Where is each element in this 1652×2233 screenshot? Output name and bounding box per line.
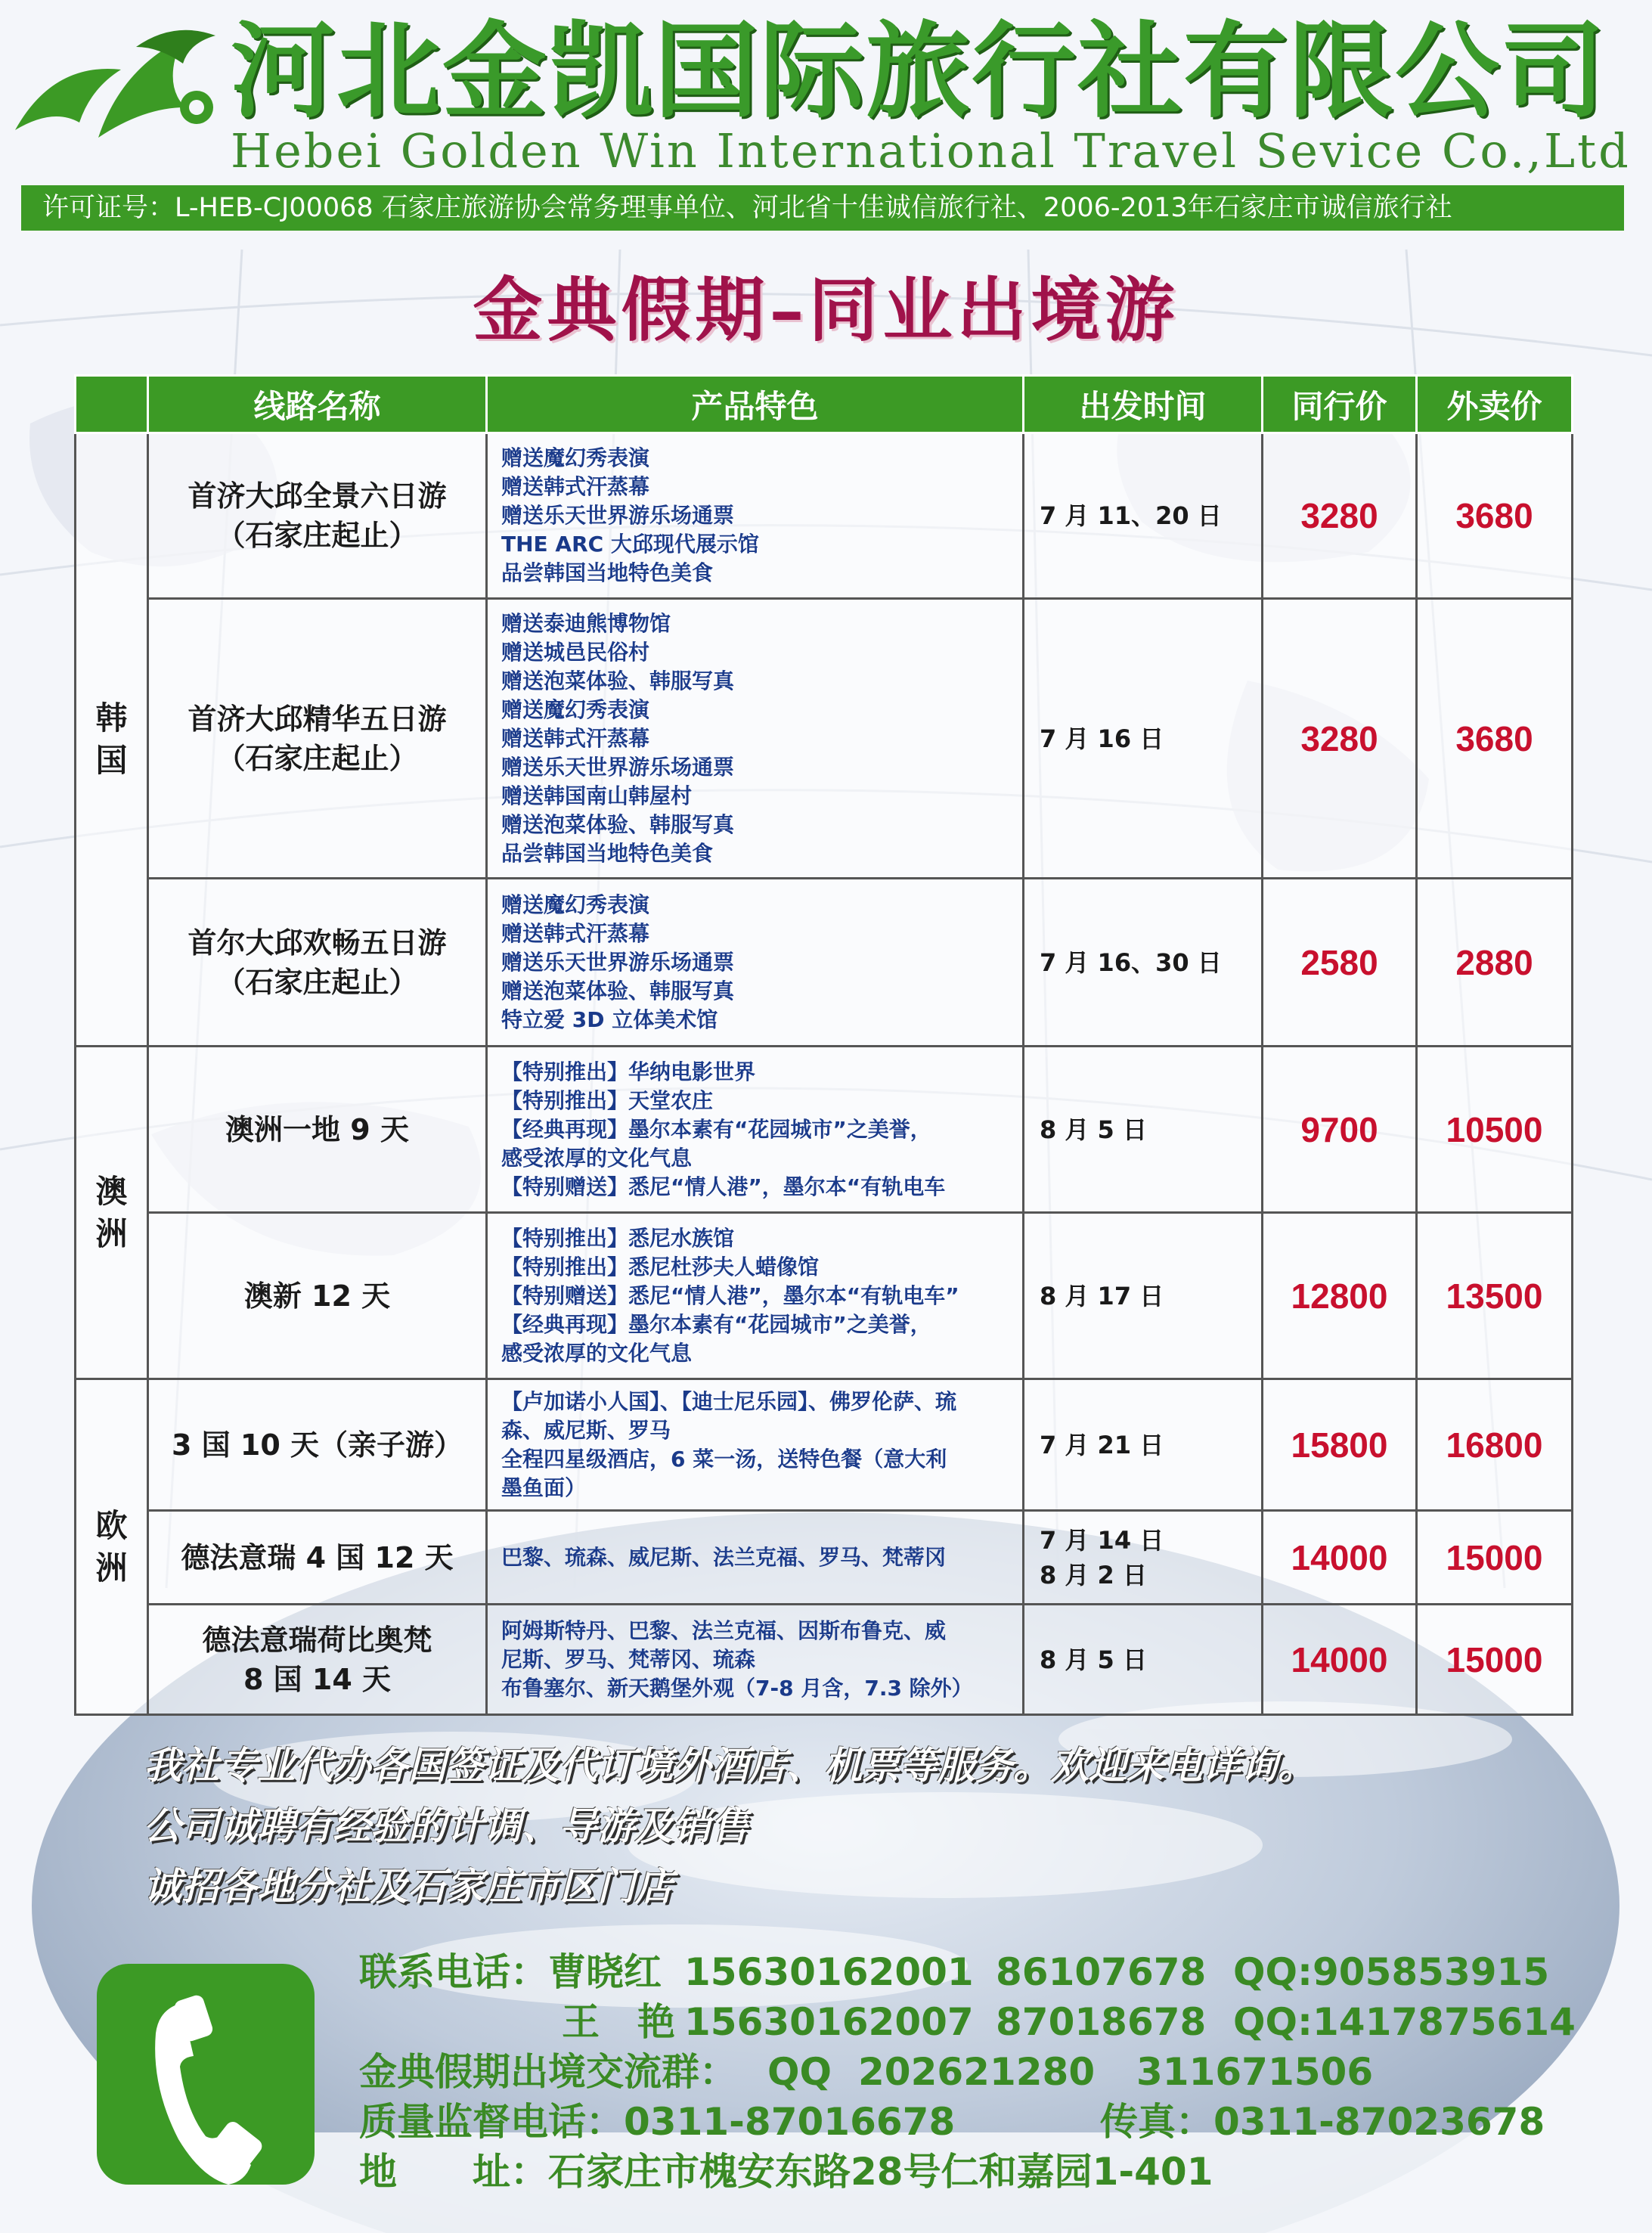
notice-visa-service: 我社专业代办各国签证及代订境外酒店、机票等服务。欢迎来电详询。	[144, 1744, 1316, 1788]
retail-price: 15000	[1417, 1511, 1573, 1605]
feature-line: 感受浓厚的文化气息	[501, 1340, 693, 1366]
table-row	[76, 1379, 1573, 1511]
retail-price: 15000	[1417, 1605, 1573, 1715]
route-name-cell	[148, 599, 487, 879]
header-departure: 出发时间	[1024, 376, 1263, 433]
region-name-char: 洲	[95, 1214, 128, 1252]
feature-line: 阿姆斯特丹、巴黎、法兰克福、因斯布鲁克、威	[501, 1617, 947, 1643]
features-cell	[487, 1213, 1024, 1379]
qq-group-label: 金典假期出境交流群：	[359, 2050, 737, 2094]
features-cell	[487, 433, 1024, 599]
route-name-cell	[148, 1047, 487, 1213]
features-cell	[487, 1605, 1024, 1715]
route-name-cell	[148, 1213, 487, 1379]
route-name-line: （石家庄起止）	[216, 741, 418, 775]
peer-price: 14000	[1263, 1511, 1417, 1605]
qq-1[interactable]: QQ:905853915	[1233, 1950, 1550, 1994]
route-name-cell	[148, 1605, 487, 1715]
feature-line: 赠送泡菜体验、韩服写真	[501, 668, 735, 693]
mobile-1[interactable]: 15630162001	[684, 1950, 974, 1994]
route-name-line: 首济大邱全景六日游	[188, 479, 447, 513]
route-name-line: （石家庄起止）	[216, 519, 418, 552]
feature-line: 赠送魔幻秀表演	[501, 696, 650, 722]
route-name-line: 澳洲一地 9 天	[225, 1112, 409, 1146]
region-name-char: 澳	[95, 1172, 128, 1210]
feature-line: 赠送韩式汗蒸幕	[501, 474, 650, 499]
feature-line: 赠送乐天世界游乐场通票	[501, 949, 735, 975]
departure-date-cell	[1024, 433, 1263, 599]
region-name-char: 欧	[95, 1506, 128, 1544]
region-name-char: 韩	[95, 699, 128, 737]
features-cell	[487, 1047, 1024, 1213]
region-cell	[76, 433, 148, 1047]
feature-line: 品尝韩国当地特色美食	[501, 560, 714, 585]
license-bar: 许可证号：L-HEB-CJ00068 石家庄旅游协会常务理事单位、河北省十佳诚信旅行社、2006-2013年石家庄市诚信旅行社	[21, 185, 1624, 231]
route-name-line: 8 国 14 天	[243, 1662, 391, 1696]
feature-line: 布鲁塞尔、新天鹅堡外观（7-8 月含，7.3 除外）	[501, 1675, 973, 1701]
route-name-line: 德法意瑞 4 国 12 天	[181, 1540, 454, 1574]
header-peer-price: 同行价	[1263, 376, 1417, 433]
departure-date-cell	[1024, 879, 1263, 1047]
qq-group-1[interactable]: 202621280	[858, 2050, 1096, 2094]
table-row	[76, 1605, 1573, 1715]
table-row	[76, 879, 1573, 1047]
feature-line: 【经典再现】墨尔本素有“花园城市”之美誉，	[501, 1311, 931, 1337]
feature-line: 全程四星级酒店，6 菜一汤，送特色餐（意大利	[501, 1446, 947, 1472]
contact-row-2	[359, 1997, 1629, 2047]
peer-price: 9700	[1263, 1047, 1417, 1213]
header-route-name: 线路名称	[148, 376, 487, 433]
departure-date-cell	[1024, 1213, 1263, 1379]
peer-price: 15800	[1263, 1379, 1417, 1511]
notice-franchise: 诚招各地分社及石家庄市区门店	[144, 1865, 673, 1909]
feature-line: 赠送韩式汗蒸幕	[501, 920, 650, 946]
table-header-row	[76, 376, 1573, 433]
page-title: 金典假期–同业出境游	[473, 269, 1179, 351]
notice-hiring: 公司诚聘有经验的计调、导游及销售	[144, 1804, 749, 1848]
tel-1[interactable]: 86107678	[996, 1950, 1207, 1994]
company-name-chinese: 河北金凯国际旅行社有限公司	[231, 11, 1607, 132]
departure-date: 8 月 17 日	[1040, 1281, 1164, 1310]
retail-price: 3680	[1417, 599, 1573, 879]
features-cell	[487, 879, 1024, 1047]
quality-hotline[interactable]: 质量监督电话：0311-87016678	[359, 2100, 956, 2144]
feature-line: 赠送泰迪熊博物馆	[501, 610, 671, 636]
route-name-cell	[148, 433, 487, 599]
qq-group-prefix: QQ	[767, 2050, 832, 2094]
route-name-cell	[148, 1511, 487, 1605]
feature-line: 特立爱 3D 立体美术馆	[501, 1006, 718, 1032]
retail-price: 16800	[1417, 1379, 1573, 1511]
address: 地 址：石家庄市槐安东路28号仁和嘉园1-401	[359, 2150, 1213, 2194]
header-features: 产品特色	[487, 376, 1024, 433]
region-name-char: 国	[95, 742, 128, 779]
contact-name-1: 联系电话：曹晓红	[359, 1950, 662, 1994]
feature-line: 感受浓厚的文化气息	[501, 1145, 693, 1171]
feature-line: 【特别赠送】悉尼“情人港”，墨尔本“有轨电车	[501, 1174, 946, 1199]
departure-date: 8 月 2 日	[1040, 1560, 1147, 1589]
route-name-cell	[148, 879, 487, 1047]
table-row	[76, 1047, 1573, 1213]
departure-date-cell	[1024, 1605, 1263, 1715]
feature-line: 森、威尼斯、罗马	[501, 1417, 671, 1443]
peer-price: 14000	[1263, 1605, 1417, 1715]
departure-date-cell	[1024, 1379, 1263, 1511]
feature-line: THE ARC 大邱现代展示馆	[501, 532, 759, 557]
region-cell	[76, 1379, 148, 1715]
route-name-line: 首尔大邱欢畅五日游	[188, 926, 447, 960]
route-name-line: 3 国 10 天（亲子游）	[171, 1428, 463, 1462]
feature-line: 赠送泡菜体验、韩服写真	[501, 811, 735, 837]
feature-line: 【卢加诺小人国】、【迪士尼乐园】、佛罗伦萨、琉	[501, 1388, 957, 1414]
retail-price: 3680	[1417, 433, 1573, 599]
route-name-cell	[148, 1379, 487, 1511]
feature-line: 赠送韩式汗蒸幕	[501, 725, 650, 751]
departure-date: 7 月 14 日	[1040, 1525, 1164, 1555]
peer-price: 12800	[1263, 1213, 1417, 1379]
contact-block	[359, 1947, 1629, 2197]
contact-row-4	[359, 2097, 1629, 2147]
fax-number[interactable]: 传真：0311-87023678	[1100, 2100, 1545, 2144]
departure-date-cell	[1024, 599, 1263, 879]
feature-line: 【特别赠送】悉尼“情人港”，墨尔本“有轨电车”	[501, 1282, 959, 1308]
retail-price: 2880	[1417, 879, 1573, 1047]
feature-line: 巴黎、琉森、威尼斯、法兰克福、罗马、梵蒂冈	[501, 1544, 947, 1570]
contact-row-3	[359, 2047, 1629, 2097]
region-name-char: 洲	[95, 1549, 128, 1586]
header	[0, 0, 1652, 231]
feature-line: 【特别推出】天堂农庄	[501, 1087, 714, 1113]
header-retail-price: 外卖价	[1417, 376, 1573, 433]
notice-block	[144, 1735, 1580, 1917]
telephone-handset-icon	[97, 1964, 315, 2185]
header-region-cell	[76, 376, 148, 433]
departure-date: 8 月 5 日	[1040, 1115, 1147, 1144]
table-row	[76, 599, 1573, 879]
feature-line: 赠送泡菜体验、韩服写真	[501, 978, 735, 1003]
swirl-leaf-logo-icon	[8, 17, 227, 153]
retail-price: 13500	[1417, 1213, 1573, 1379]
feature-line: 赠送乐天世界游乐场通票	[501, 754, 735, 780]
qq-group-2[interactable]: 311671506	[1136, 2050, 1374, 2094]
table-row	[76, 1213, 1573, 1379]
features-cell	[487, 1511, 1024, 1605]
feature-line: 赠送魔幻秀表演	[501, 445, 650, 470]
mobile-2[interactable]: 15630162007	[684, 2000, 974, 2044]
table-row	[76, 1511, 1573, 1605]
route-name-line: （石家庄起止）	[216, 965, 418, 999]
route-name-line: 德法意瑞荷比奥梵	[202, 1623, 432, 1657]
contact-row-5	[359, 2147, 1629, 2197]
feature-line: 赠送魔幻秀表演	[501, 892, 650, 917]
company-name-english: Hebei Golden Win International Travel Sevice Co.,Ltd	[231, 123, 1631, 178]
peer-price: 3280	[1263, 599, 1417, 879]
feature-line: 赠送乐天世界游乐场通票	[501, 503, 735, 528]
route-name-line: 首济大邱精华五日游	[188, 702, 447, 736]
feature-line: 【经典再现】墨尔本素有“花园城市”之美誉，	[501, 1116, 931, 1142]
route-name-line: 澳新 12 天	[243, 1279, 391, 1313]
features-cell	[487, 1379, 1024, 1511]
peer-price: 3280	[1263, 433, 1417, 599]
contact-name-2: 王 艳	[562, 2000, 675, 2044]
departure-date-cell	[1024, 1047, 1263, 1213]
contact-row-1	[359, 1947, 1629, 1997]
route-table-body	[76, 433, 1573, 1715]
route-table	[74, 374, 1573, 1716]
feature-line: 尼斯、罗马、梵蒂冈、琉森	[501, 1646, 756, 1672]
table-row	[76, 433, 1573, 599]
peer-price: 2580	[1263, 879, 1417, 1047]
departure-date: 8 月 5 日	[1040, 1645, 1147, 1674]
feature-line: 【特别推出】悉尼杜莎夫人蜡像馆	[501, 1254, 820, 1279]
feature-line: 墨鱼面）	[501, 1475, 587, 1500]
feature-line: 【特别推出】华纳电影世界	[501, 1059, 756, 1084]
departure-date: 7 月 21 日	[1040, 1430, 1164, 1459]
retail-price: 10500	[1417, 1047, 1573, 1213]
feature-line: 品尝韩国当地特色美食	[501, 840, 714, 866]
region-cell	[76, 1047, 148, 1379]
qq-2[interactable]: QQ:1417875614	[1233, 2000, 1576, 2044]
tel-2[interactable]: 87018678	[996, 2000, 1207, 2044]
feature-line: 赠送韩国南山韩屋村	[501, 783, 693, 808]
departure-date: 7 月 16、30 日	[1040, 947, 1222, 977]
feature-line: 赠送城邑民俗村	[501, 639, 650, 665]
departure-date: 7 月 11、20 日	[1040, 501, 1222, 530]
departure-date: 7 月 16 日	[1040, 724, 1164, 753]
feature-line: 【特别推出】悉尼水族馆	[501, 1225, 735, 1251]
features-cell	[487, 599, 1024, 879]
departure-date-cell	[1024, 1511, 1263, 1605]
